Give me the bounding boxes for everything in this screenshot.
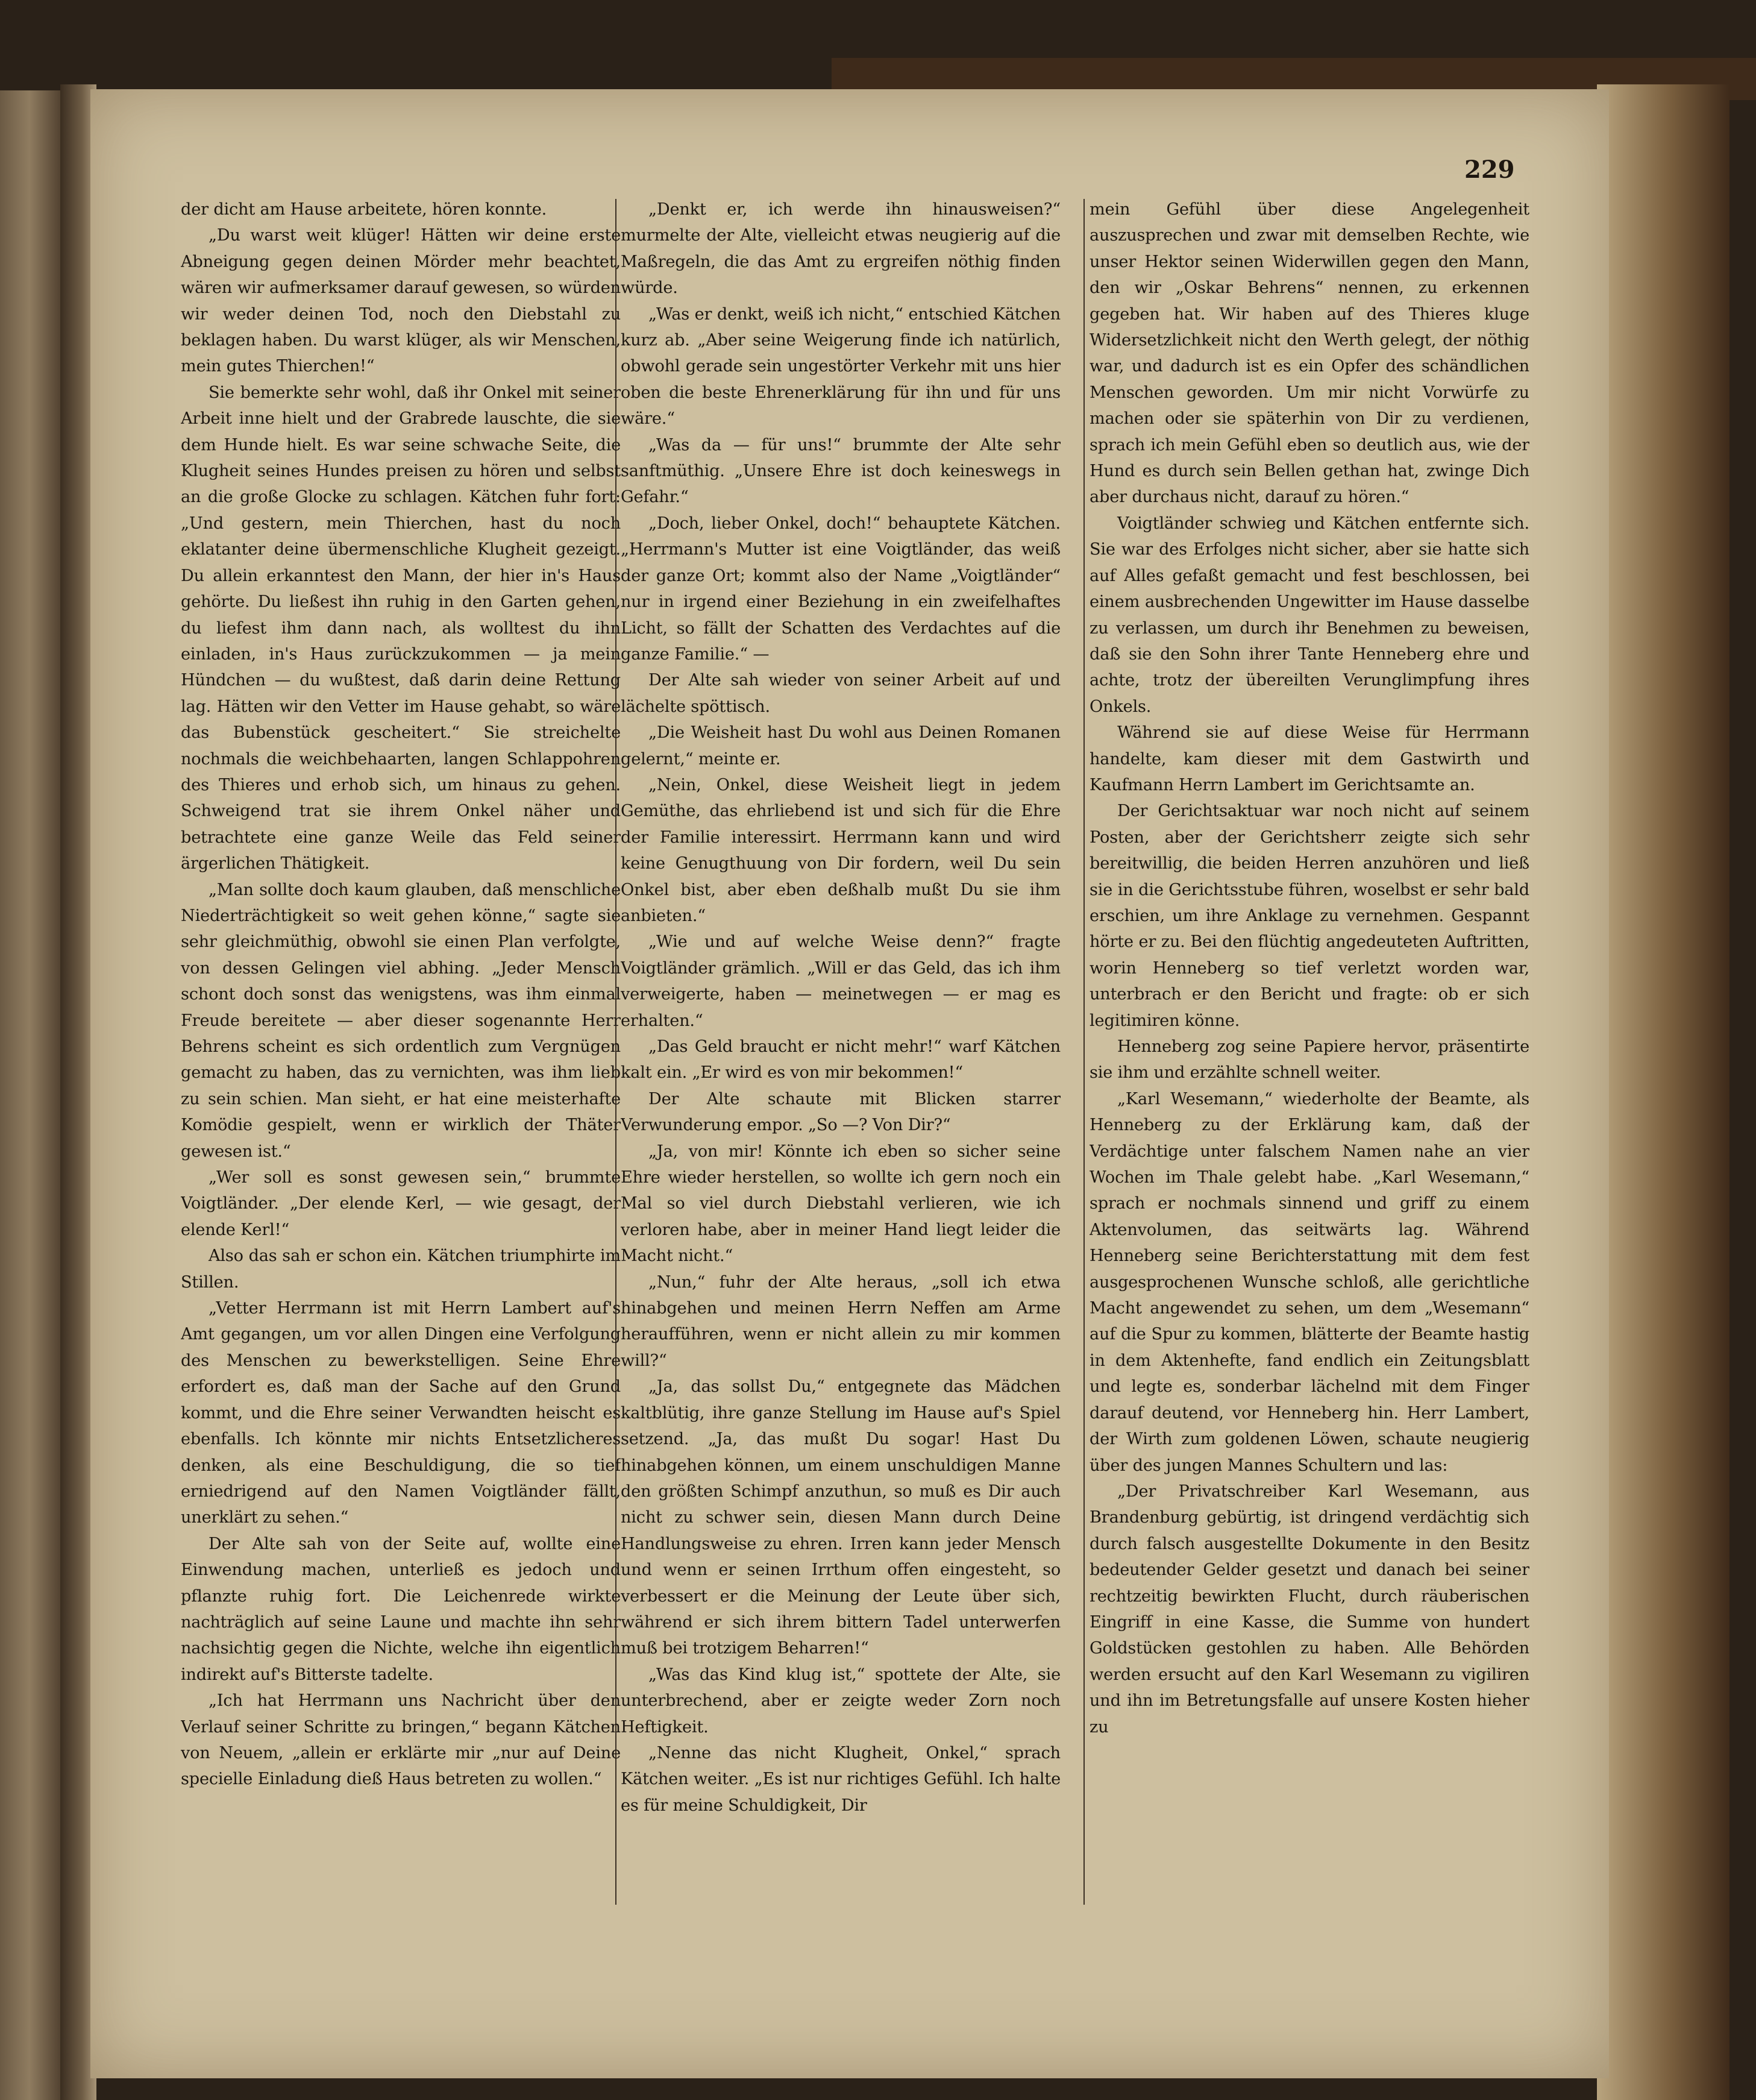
paragraph: „Was das Kind klug ist,“ spottete der Alte, sie unterbrechend, aber er zeigte weder Zorn noch Heftigkeit. [621, 1665, 1061, 1737]
paragraph: „Ja, von mir! Könnte ich eben so sicher seine Ehre wieder herstellen, so wollte ich gern noch ein Mal so viel durch Diebstahl verlieren, wie ich verloren habe, aber in meiner Hand liegt leider die Macht nicht.“ [621, 1142, 1061, 1266]
paragraph: „Nenne das nicht Klugheit, Onkel,“ sprach Kätchen weiter. „Es ist nur richtiges Gefühl. Ich halte es für meine Schuldigkeit, Dir [621, 1743, 1061, 1815]
paragraph: der dicht am Hause arbeitete, hören konnte. [181, 200, 547, 219]
left-page-edge [0, 90, 65, 2100]
paragraph: „Wie und auf welche Weise denn?“ fragte Voigtländer grämlich. „Will er das Geld, das ich ihm verweigerte, haben — meinetwegen — er mag es erhalten.“ [621, 932, 1061, 1030]
paragraph: „Was da — für uns!“ brummte der Alte sehr sanftmüthig. „Unsere Ehre ist doch keineswegs in Gefahr.“ [621, 435, 1061, 507]
paragraph: „Ja, das sollst Du,“ entgegnete das Mädchen kaltblütig, ihre ganze Stellung im Hause auf's Spiel setzend. „Ja, das mußt Du sogar! Hast Du hinabgehen können, um einem unschuldigen Manne den größten Schimpf anzuthun, so muß es Dir auch nicht zu schwer sein, diesen Mann durch Deine Handlungsweise zu ehren. Irren kann jeder Mensch und wenn er seinen Irrthum offen eingesteht, so verbessert er die Meinung der Leute über sich, während er sich ihrem bittern Tadel unterwerfen muß bei trotzigem Beharren!“ [621, 1377, 1061, 1658]
text-column-1 [181, 196, 621, 1944]
paragraph: „Wer soll es sonst gewesen sein,“ brummte Voigtländer. „Der elende Kerl, — wie gesagt, der elende Kerl!“ [181, 1168, 621, 1239]
paragraph: „Vetter Herrmann ist mit Herrn Lambert auf's Amt gegangen, um vor allen Dingen eine Verfolgung des Menschen zu bewerkstelligen. Seine Ehre erfordert es, daß man der Sache auf den Grund kommt, und die Ehre seiner Verwandten heischt es ebenfalls. Ich könnte mir nichts Entsetzlicheres denken, als eine Beschuldigung, die so tief erniedrigend auf den Namen Voigtländer fällt, unerklärt zu sehen.“ [181, 1299, 621, 1527]
paragraph: Während sie auf diese Weise für Herrmann handelte, kam dieser mit dem Gastwirth und Kaufmann Herrn Lambert im Gerichtsamte an. [1090, 723, 1529, 794]
paragraph: „Der Privatschreiber Karl Wesemann, aus Brandenburg gebürtig, ist dringend verdächtig sich durch falsch ausgestellte Dokumente in den Besitz bedeutender Gelder gesetzt und danach bei seiner rechtzeitig bewirkten Flucht, durch räuberischen Eingriff in eine Kasse, die Summe von hundert Goldstücken gestohlen zu haben. Alle Behörden werden ersucht auf den Karl Wesemann zu vigiliren und ihn im Betretungsfalle auf unsere Kosten hieher zu [1090, 1482, 1529, 1737]
paragraph: Also das sah er schon ein. Kätchen triumphirte im Stillen. [181, 1246, 621, 1292]
paragraph: „Ich hat Herrmann uns Nachricht über den Verlauf seiner Schritte zu bringen,“ begann Kätchen von Neuem, „allein er erklärte mir „nur auf Deine specielle Einladung dieß Haus betreten zu wollen.“ [181, 1691, 621, 1789]
paragraph: „Die Weisheit hast Du wohl aus Deinen Romanen gelernt,“ meinte er. [621, 723, 1061, 769]
paragraph: „Man sollte doch kaum glauben, daß menschliche Niederträchtigkeit so weit gehen könne,“ sagte sie sehr gleichmüthig, obwohl sie einen Plan verfolgte, von dessen Gelingen viel abhing. „Jeder Mensch schont doch sonst das wenigstens, was ihm einmal Freude bereitete — aber dieser sogenannte Herr Behrens scheint es sich ordentlich zum Vergnügen gemacht zu haben, das zu vernichten, was ihm lieb zu sein schien. Man sieht, er hat eine meisterhafte Komödie gespielt, wenn er wirklich der Thäter gewesen ist.“ [181, 880, 621, 1161]
column-rule [1083, 199, 1085, 1905]
paragraph: Sie bemerkte sehr wohl, daß ihr Onkel mit seiner Arbeit inne hielt und der Grabrede lauschte, die sie dem Hunde hielt. Es war seine schwache Seite, die Klugheit seines Hundes preisen zu hören und selbst an die große Glocke zu schlagen. Kätchen fuhr fort: „Und gestern, mein Thierchen, hast du noch eklatanter deine übermenschliche Klugheit gezeigt. Du allein erkanntest den Mann, der hier in's Haus gehörte. Du ließest ihn ruhig in den Garten gehen, du liefest ihm dann nach, als wolltest du ihn einladen, in's Haus zurückzukommen — ja mein Hündchen — du wußtest, daß darin deine Rettung lag. Hätten wir den Vetter im Hause gehabt, so wäre das Bubenstück gescheitert.“ Sie streichelte nochmals die weichbehaarten, langen Schlappohren des Thieres und erhob sich, um hinaus zu gehen. Schweigend trat sie ihrem Onkel näher und betrachtete eine ganze Weile das Feld seiner ärgerlichen Thätigkeit. [181, 383, 621, 873]
text-column-3 [1090, 196, 1529, 1944]
paragraph: „Nun,“ fuhr der Alte heraus, „soll ich etwa hinabgehen und meinen Herrn Neffen am Arme heraufführen, wenn er nicht allein zu mir kommen will?“ [621, 1272, 1061, 1370]
paragraph: „Karl Wesemann,“ wiederholte der Beamte, als Henneberg zu der Erklärung kam, daß der Verdächtige unter falschem Namen nahe an vier Wochen im Thale gelebt habe. „Karl Wesemann,“ sprach er nochmals sinnend und griff zu einem Aktenvolumen, das seitwärts lag. Während Henneberg seine Berichterstattung mit dem fest ausgesprochenen Wunsche schloß, alle gerichtliche Macht angewendet zu sehen, um dem „Wesemann“ auf die Spur zu kommen, blätterte der Beamte hastig in dem Aktenhefte, fand endlich ein Zeitungsblatt und legte es, sonderbar lächelnd mit dem Finger darauf deutend, vor Henneberg hin. Herr Lambert, der Wirth zum goldenen Löwen, schaute neugierig über des jungen Mannes Schultern und las: [1090, 1089, 1529, 1475]
paragraph: mein Gefühl über diese Angelegenheit auszusprechen und zwar mit demselben Rechte, wie unser Hektor seinen Widerwillen gegen den Mann, den wir „Oskar Behrens“ nennen, zu erkennen gegeben hat. Wir haben auf des Thieres kluge Widersetzlichkeit nicht den Werth gelegt, der nöthig war, und dadurch ist es ein Opfer des schändlichen Menschen geworden. Um mir nicht Vorwürfe zu machen oder sie späterhin von Dir zu verdienen, sprach ich mein Gefühl eben so deutlich aus, wie der Hund es durch sein Bellen gethan hat, zwinge Dich aber durchaus nicht, darauf zu hören.“ [1090, 200, 1529, 507]
text-column-2 [621, 196, 1061, 1944]
paragraph: „Doch, lieber Onkel, doch!“ behauptete Kätchen. „Herrmann's Mutter ist eine Voigtländer, das weiß der ganze Ort; kommt also der Name „Voigtländer“ nur in irgend einer Beziehung in ein zweifelhaftes Licht, so fällt der Schatten des Verdachtes auf die ganze Familie.“ — [621, 514, 1061, 664]
paragraph: „Du warst weit klüger! Hätten wir deine erste Abneigung gegen deinen Mörder mehr beachtet, wären wir aufmerksamer darauf gewesen, so würden wir weder deinen Tod, noch den Diebstahl zu beklagen haben. Du warst klüger, als wir Menschen, mein gutes Thierchen!“ [181, 226, 621, 376]
paragraph: „Was er denkt, weiß ich nicht,“ entschied Kätchen kurz ab. „Aber seine Weigerung finde ich natürlich, obwohl gerade sein ungestörter Verkehr mit uns hier oben die beste Ehrenerklärung für ihn und für uns wäre.“ [621, 304, 1061, 429]
paragraph: „Nein, Onkel, diese Weisheit liegt in jedem Gemüthe, das ehrliebend ist und sich für die Ehre der Familie interessirt. Herrmann kann und wird keine Genugthuung von Dir fordern, weil Du sein Onkel bist, aber eben deßhalb mußt Du sie ihm anbieten.“ [621, 775, 1061, 925]
paragraph: „Das Geld braucht er nicht mehr!“ warf Kätchen kalt ein. „Er wird es von mir bekommen!“ [621, 1037, 1061, 1083]
paragraph: Der Alte sah von der Seite auf, wollte eine Einwendung machen, unterließ es jedoch und pflanzte ruhig fort. Die Leichenrede wirkte nachträglich auf seine Laune und machte ihn sehr nachsichtig gegen die Nichte, welche ihn eigentlich indirekt auf's Bitterste tadelte. [181, 1534, 621, 1684]
paragraph: Der Alte schaute mit Blicken starrer Verwunderung empor. „So —? Von Dir?“ [621, 1089, 1061, 1135]
paragraph: Der Alte sah wieder von seiner Arbeit auf und lächelte spöttisch. [621, 671, 1061, 716]
page-number: 229 [1464, 156, 1515, 184]
page-edge-shadow [1597, 84, 1729, 2100]
paragraph: Voigtländer schwieg und Kätchen entfernte sich. Sie war des Erfolges nicht sicher, aber sie hatte sich auf Alles gefaßt gemacht und fest beschlossen, bei einem ausbrechenden Ungewitter im Hause dasselbe zu verlassen, um durch ihr Benehmen zu beweisen, daß sie den Sohn ihrer Tante Henneberg ehre und achte, trotz der übereilten Verunglimpfung ihres Onkels. [1090, 514, 1529, 716]
paragraph: Der Gerichtsaktuar war noch nicht auf seinem Posten, aber der Gerichtsherr zeigte sich sehr bereitwillig, die beiden Herren anzuhören und ließ sie in die Gerichtsstube führen, woselbst er sehr bald erschien, um ihre Anklage zu vernehmen. Gespannt hörte er zu. Bei den flüchtig angedeuteten Auftritten, worin Henneberg so tief verletzt worden war, unterbrach er den Bericht und fragte: ob er sich legitimiren könne. [1090, 802, 1529, 1030]
paragraph: „Denkt er, ich werde ihn hinausweisen?“ murmelte der Alte, vielleicht etwas neugierig auf die Maßregeln, die das Amt zu ergreifen nöthig finden würde. [621, 200, 1061, 298]
paragraph: Henneberg zog seine Papiere hervor, präsentirte sie ihm und erzählte schnell weiter. [1090, 1037, 1529, 1083]
